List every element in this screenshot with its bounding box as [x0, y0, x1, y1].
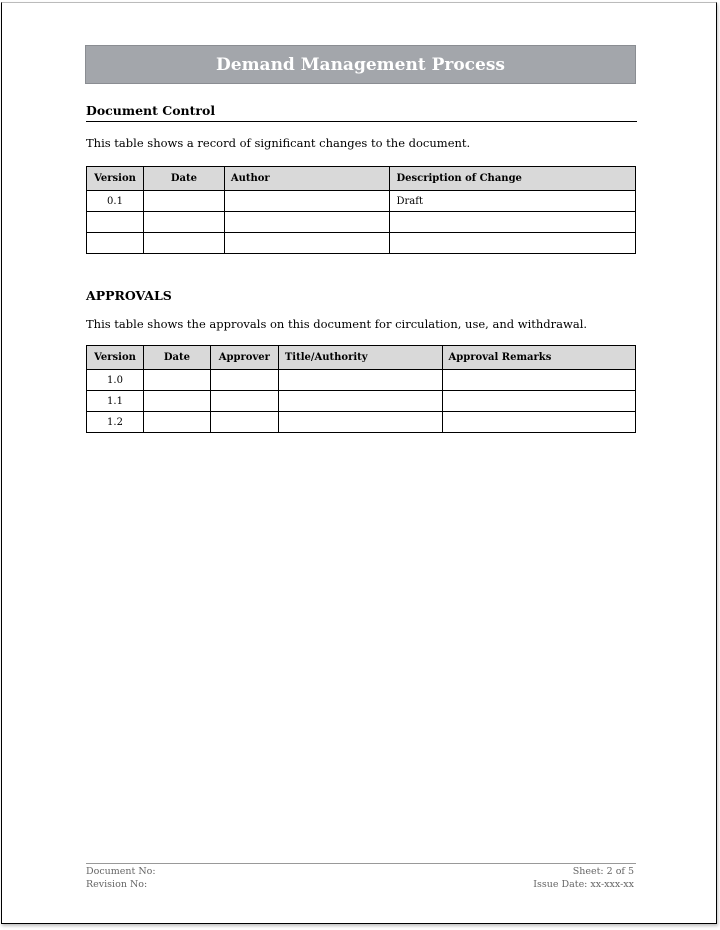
column-header: Version [87, 167, 144, 191]
table-row [87, 233, 636, 254]
table-cell: Draft [390, 191, 636, 212]
table-cell [87, 212, 144, 233]
table-cell [442, 391, 635, 412]
table-row [87, 370, 636, 391]
column-header: Version [87, 346, 144, 370]
table-header-row [87, 167, 636, 191]
table-cell [143, 212, 224, 233]
table-row [87, 391, 636, 412]
table-cell [210, 370, 278, 391]
table-cell: 1.0 [87, 370, 144, 391]
table-cell [278, 412, 442, 433]
table-row [87, 412, 636, 433]
document-control-description: This table shows a record of significant changes to the document. [86, 136, 471, 150]
title-banner [85, 45, 636, 84]
table-cell [210, 412, 278, 433]
table-cell [278, 391, 442, 412]
footer-document-no: Document No: [86, 866, 156, 877]
table-row [87, 191, 636, 212]
table-cell [390, 212, 636, 233]
column-header: Approval Remarks [442, 346, 635, 370]
document-title: Demand Management Process [216, 54, 505, 75]
table-cell [210, 391, 278, 412]
table-cell [224, 212, 390, 233]
column-header: Description of Change [390, 167, 636, 191]
table-cell [143, 233, 224, 254]
table-cell [442, 412, 635, 433]
footer-issue-date: Issue Date: xx-xxx-xx [533, 879, 634, 890]
table-cell [143, 370, 210, 391]
column-header: Title/Authority [278, 346, 442, 370]
document-control-table [86, 166, 636, 254]
column-header: Date [143, 167, 224, 191]
table-cell [390, 233, 636, 254]
approvals-description: This table shows the approvals on this document for circulation, use, and withdrawal. [86, 317, 588, 331]
table-cell [143, 191, 224, 212]
table-cell [224, 191, 390, 212]
table-cell [143, 412, 210, 433]
table-row [87, 212, 636, 233]
column-header: Date [143, 346, 210, 370]
table-cell [278, 370, 442, 391]
column-header: Approver [210, 346, 278, 370]
table-cell [224, 233, 390, 254]
table-cell [442, 370, 635, 391]
document-page [1, 2, 717, 924]
document-control-heading: Document Control [86, 103, 637, 122]
table-cell [87, 233, 144, 254]
table-cell: 0.1 [87, 191, 144, 212]
table-header-row [87, 346, 636, 370]
footer-revision-no: Revision No: [86, 879, 148, 890]
approvals-table [86, 345, 636, 433]
approvals-heading: APPROVALS [86, 288, 172, 303]
table-cell: 1.2 [87, 412, 144, 433]
footer-sheet-number: Sheet: 2 of 5 [572, 866, 634, 877]
footer-divider [86, 863, 636, 864]
column-header: Author [224, 167, 390, 191]
table-cell: 1.1 [87, 391, 144, 412]
table-cell [143, 391, 210, 412]
